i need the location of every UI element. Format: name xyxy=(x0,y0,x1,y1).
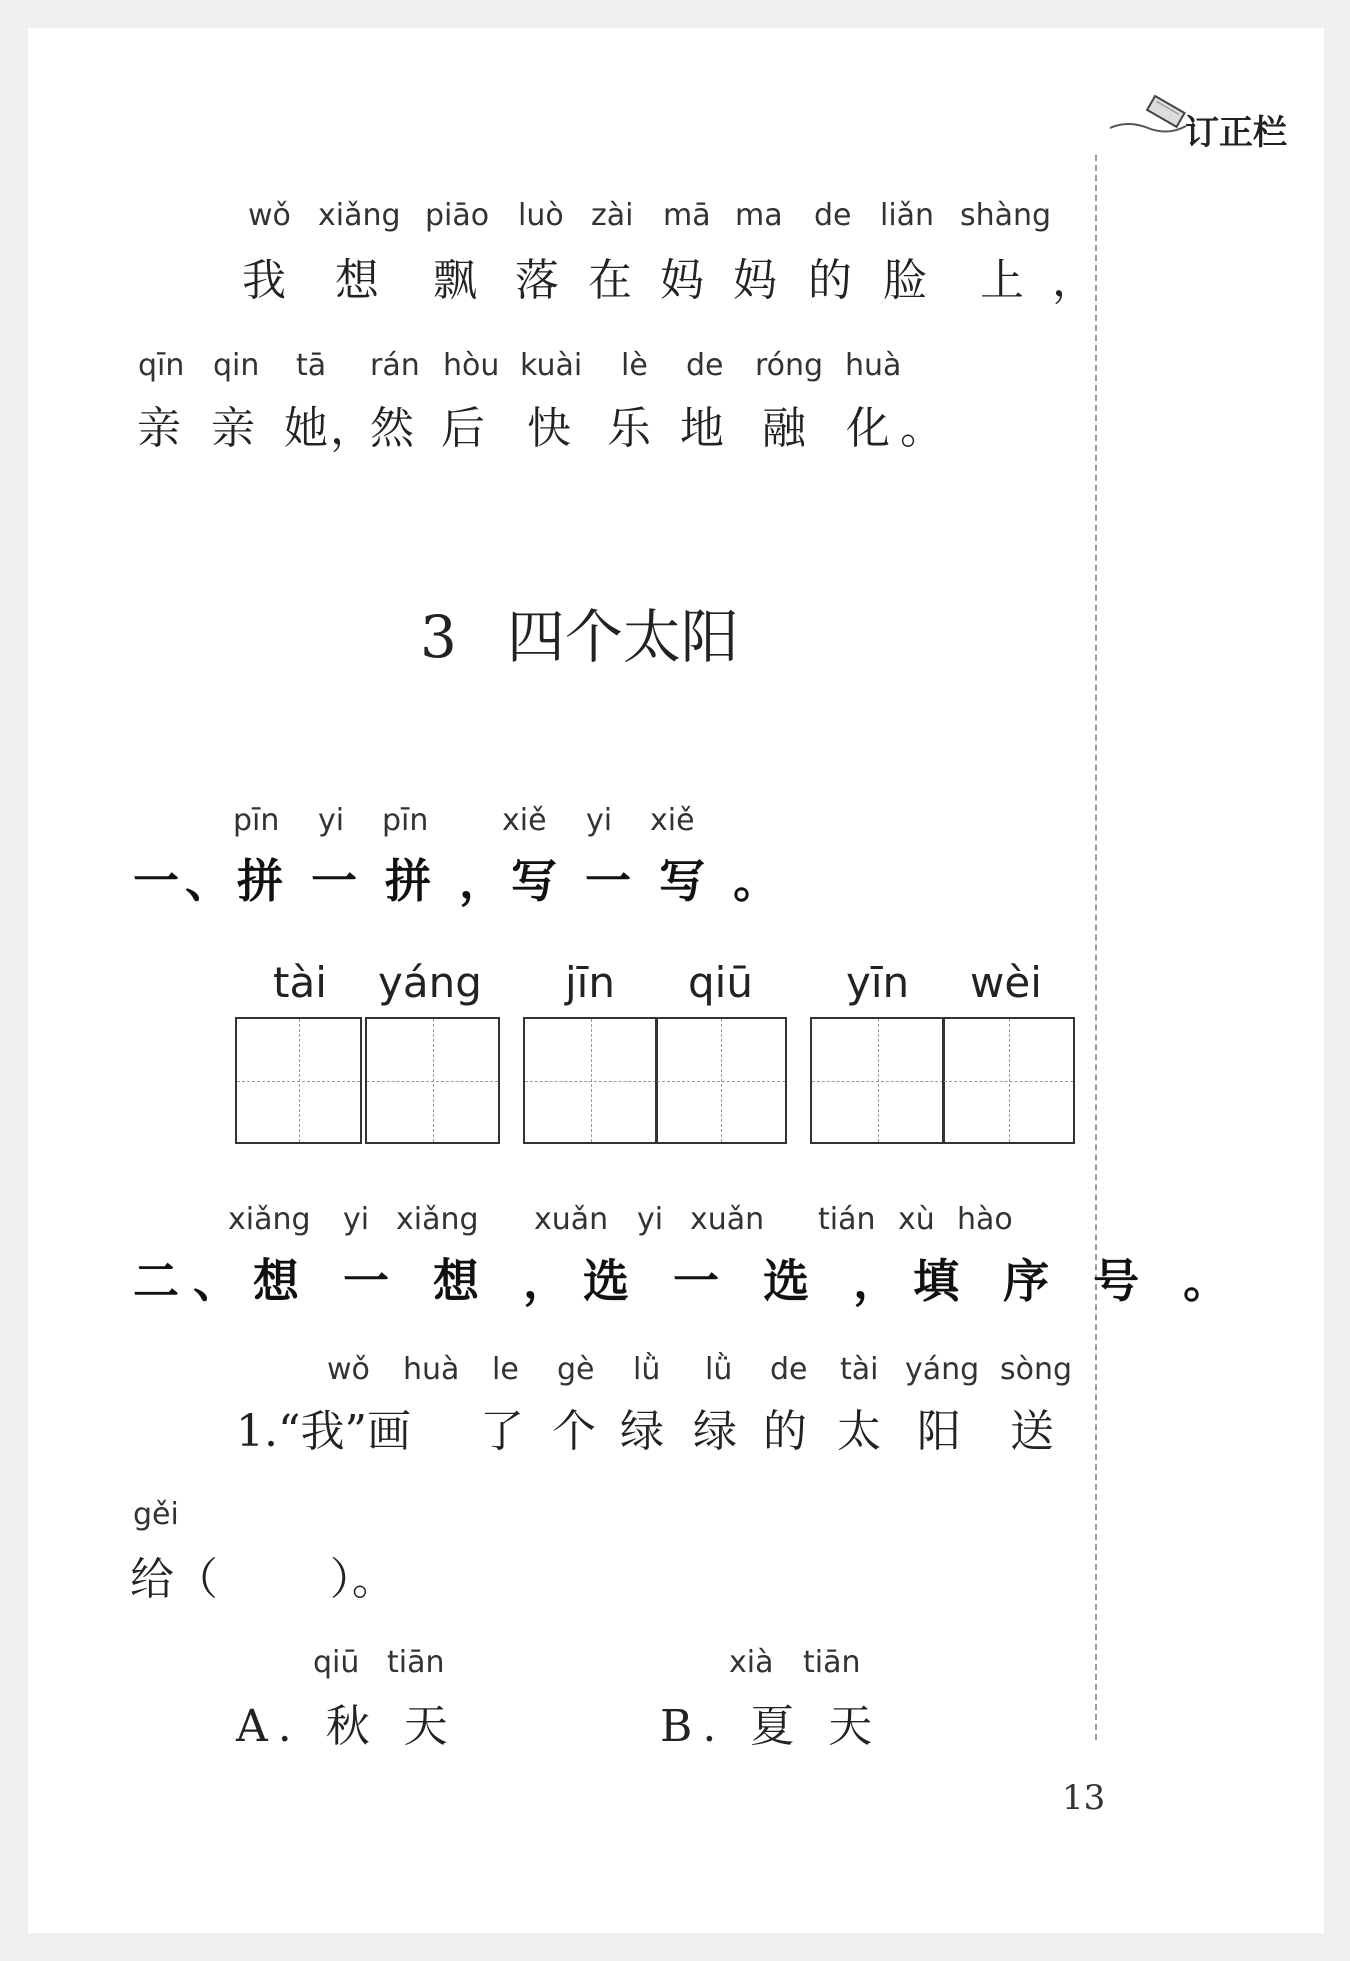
pinyin: de xyxy=(814,198,852,233)
pinyin: wǒ xyxy=(327,1352,370,1387)
pinyin: le xyxy=(492,1352,519,1387)
pinyin: wǒ xyxy=(248,198,291,233)
section2-heading: 二、想 一 想 ，选 一 选 ，填 序 号 。 xyxy=(133,1254,1244,1308)
pinyin: xuǎn xyxy=(690,1202,765,1237)
word1-pinyin-1: tài xyxy=(273,958,327,1007)
pinyin: tā xyxy=(296,348,327,383)
character: 了 xyxy=(480,1406,524,1457)
pinyin: ma xyxy=(735,198,783,233)
pinyin: xuǎn xyxy=(534,1202,609,1237)
option-b[interactable]: B. 夏 天 xyxy=(660,1701,883,1752)
pinyin: mā xyxy=(663,198,711,233)
page xyxy=(28,28,1324,1933)
section1-heading: 一、拼 一 拼 ，写 一 写 。 xyxy=(133,854,786,908)
pinyin: qīn xyxy=(138,348,185,383)
pinyin: yi xyxy=(637,1202,664,1237)
punctuation: ， xyxy=(330,403,374,454)
lesson-title xyxy=(420,590,739,674)
character: 我 xyxy=(242,255,286,306)
pinyin: xù xyxy=(898,1202,935,1237)
character: 飘 xyxy=(433,255,477,306)
pinyin: zài xyxy=(591,198,634,233)
pinyin: hào xyxy=(957,1202,1013,1237)
word3-pinyin-1: yīn xyxy=(846,958,910,1007)
pinyin: hòu xyxy=(443,348,500,383)
character: 在 xyxy=(588,255,632,306)
character: 快 xyxy=(527,403,571,454)
character: 乐 xyxy=(607,403,651,454)
pinyin: xiǎng xyxy=(396,1202,479,1237)
character: 的 xyxy=(808,255,852,306)
character: 的 xyxy=(763,1406,807,1457)
character: 阳 xyxy=(917,1406,961,1457)
pinyin: gè xyxy=(557,1352,595,1387)
pinyin: xiǎng xyxy=(228,1202,311,1237)
pinyin: lǜ xyxy=(633,1352,661,1387)
pinyin: xiě xyxy=(650,803,695,838)
character: 想 xyxy=(335,255,379,306)
pinyin: rán xyxy=(370,348,420,383)
correction-column-label: 订正栏 xyxy=(1185,113,1287,153)
option-a-pinyin-2: tiān xyxy=(387,1645,445,1680)
writing-grid-cell[interactable] xyxy=(365,1017,500,1144)
pinyin: huà xyxy=(403,1352,460,1387)
pinyin: yi xyxy=(318,803,345,838)
pinyin: pīn xyxy=(382,803,429,838)
pinyin: yi xyxy=(343,1202,370,1237)
lesson-number: 3 xyxy=(420,603,457,671)
option-b-pinyin-2: tiān xyxy=(803,1645,861,1680)
pinyin: pīn xyxy=(233,803,280,838)
question-prefix: 1.“我”画 xyxy=(236,1406,411,1457)
character: 融 xyxy=(762,403,806,454)
word2-pinyin-2: qiū xyxy=(688,958,753,1007)
character: 绿 xyxy=(620,1406,664,1457)
pinyin: luò xyxy=(518,198,564,233)
character: 送 xyxy=(1010,1406,1054,1457)
word3-pinyin-2: wèi xyxy=(970,958,1042,1007)
character: 落 xyxy=(515,255,559,306)
writing-grid-cell[interactable] xyxy=(523,1017,658,1144)
pinyin: lǜ xyxy=(705,1352,733,1387)
margin-divider xyxy=(1095,155,1097,1740)
pinyin: xiǎng xyxy=(318,198,401,233)
character: 妈 xyxy=(733,255,777,306)
character: 妈 xyxy=(660,255,704,306)
character: 绿 xyxy=(693,1406,737,1457)
q1-cont-pinyin: gěi xyxy=(133,1497,179,1532)
lesson-title-text: 四个太阳 xyxy=(506,603,739,671)
pinyin: yi xyxy=(586,803,613,838)
writing-grid-cell[interactable] xyxy=(810,1017,945,1144)
pinyin: kuài xyxy=(520,348,583,383)
character: 她 xyxy=(284,403,328,454)
character: 后 xyxy=(441,403,485,454)
pinyin: de xyxy=(770,1352,808,1387)
character: 亲 xyxy=(211,403,255,454)
character: 化 xyxy=(846,403,890,454)
pinyin: shàng xyxy=(960,198,1052,233)
character: 地 xyxy=(680,403,724,454)
character: 上 xyxy=(980,255,1024,306)
pinyin: tài xyxy=(840,1352,879,1387)
writing-grid-cell[interactable] xyxy=(942,1017,1075,1144)
pinyin: piāo xyxy=(425,198,490,233)
writing-grid-cell[interactable] xyxy=(235,1017,362,1144)
pinyin: sòng xyxy=(1000,1352,1073,1387)
pinyin: liǎn xyxy=(880,198,935,233)
pinyin: huà xyxy=(845,348,902,383)
punctuation: 。 xyxy=(900,403,944,454)
character: 然 xyxy=(370,403,414,454)
character: 脸 xyxy=(883,255,927,306)
pinyin: xiě xyxy=(502,803,547,838)
pencil-icon xyxy=(1108,90,1188,140)
pinyin: de xyxy=(686,348,724,383)
pinyin: róng xyxy=(755,348,824,383)
writing-grid-cell[interactable] xyxy=(655,1017,787,1144)
pinyin: qin xyxy=(213,348,260,383)
option-b-pinyin-1: xià xyxy=(729,1645,774,1680)
word2-pinyin-1: jīn xyxy=(565,958,615,1007)
pinyin: yáng xyxy=(905,1352,980,1387)
character: 太 xyxy=(837,1406,881,1457)
punctuation: ， xyxy=(1052,255,1096,306)
option-a[interactable]: A. 秋 天 xyxy=(236,1701,458,1752)
character: 亲 xyxy=(137,403,181,454)
pinyin: lè xyxy=(621,348,648,383)
option-a-pinyin-1: qiū xyxy=(313,1645,360,1680)
pinyin: tián xyxy=(818,1202,876,1237)
q1-answer-blank[interactable]: 给（ ）。 xyxy=(130,1554,396,1605)
character: 个 xyxy=(552,1406,596,1457)
page-number: 13 xyxy=(1062,1778,1106,1818)
word1-pinyin-2: yáng xyxy=(378,958,482,1007)
